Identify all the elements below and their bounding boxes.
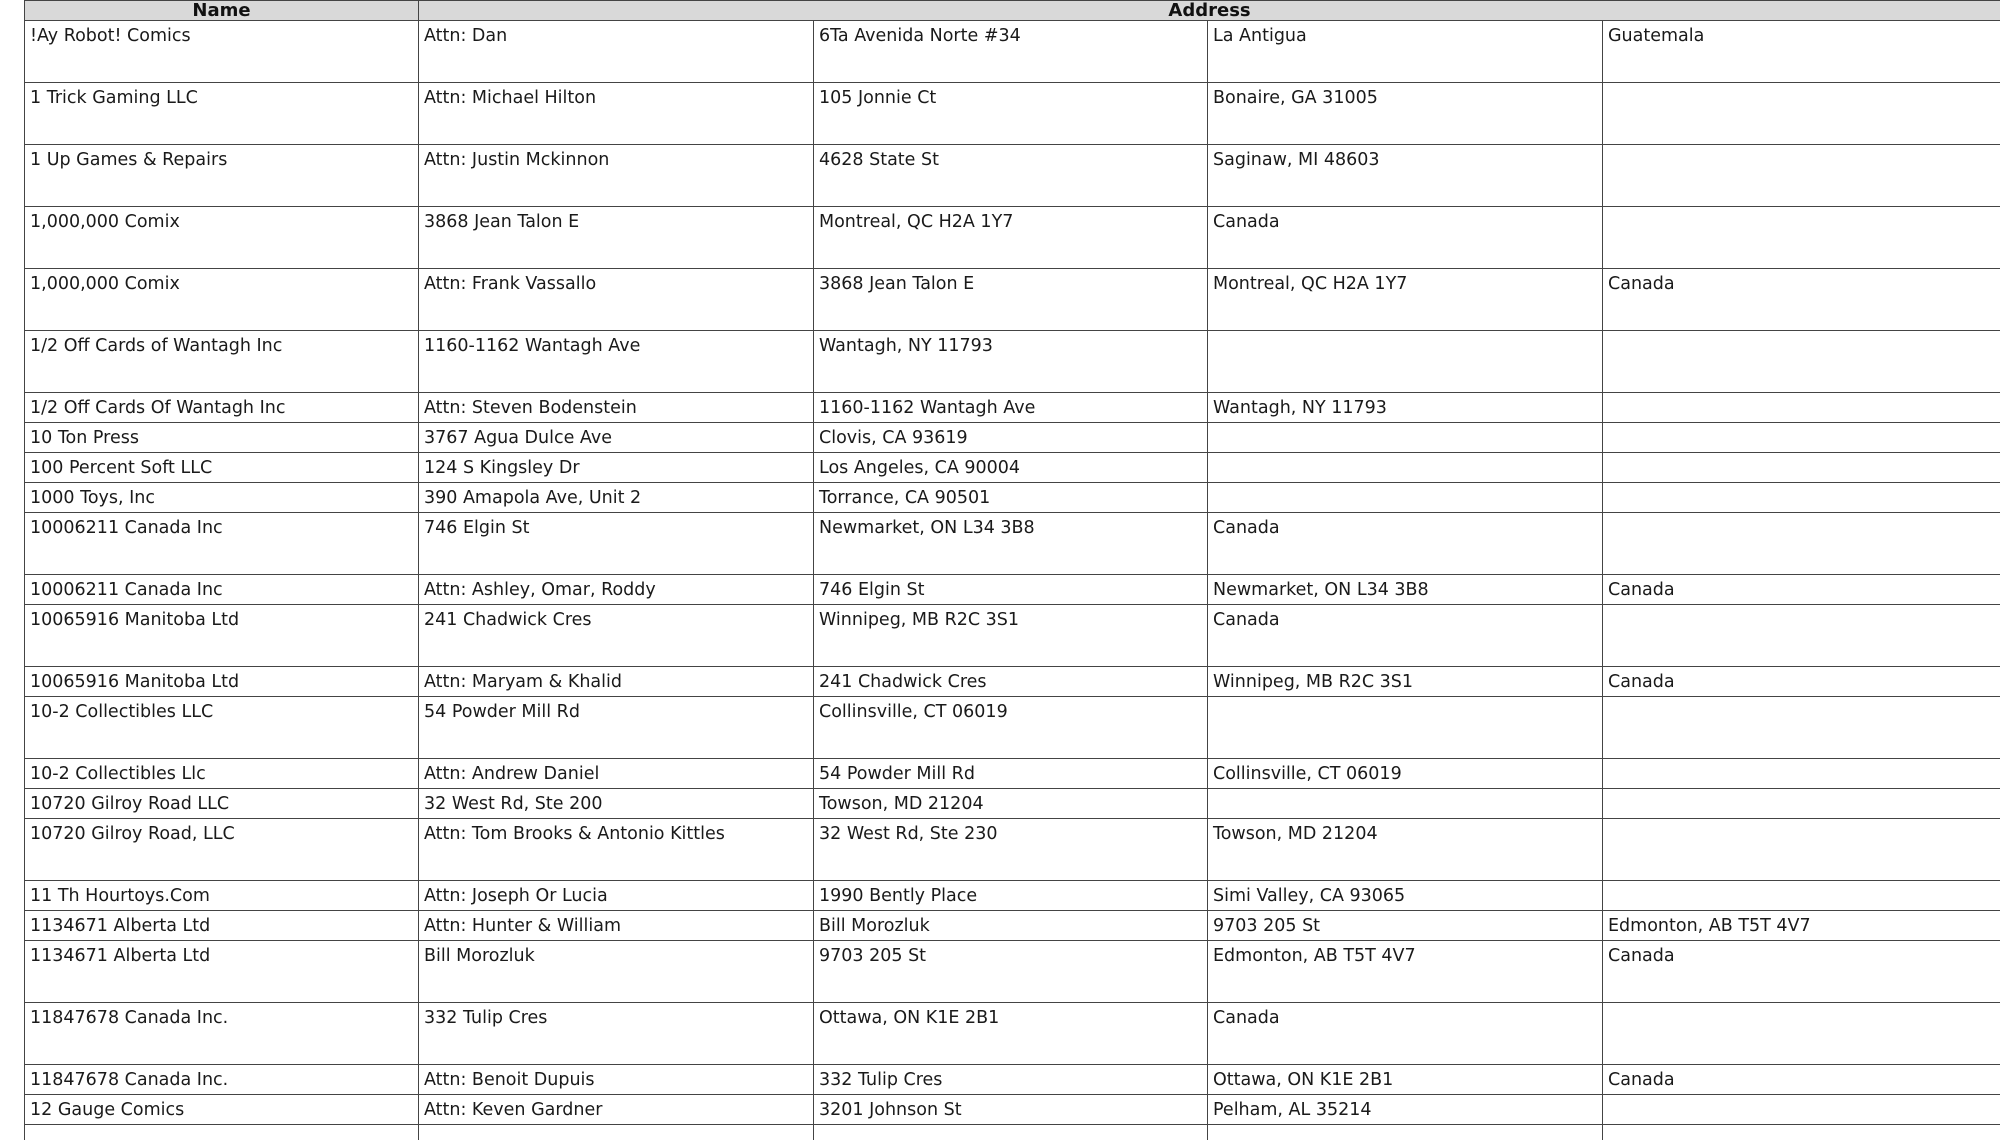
address-cell: Wantagh, NY 11793 [814,331,1208,393]
name-cell: 10720 Gilroy Road, LLC [25,819,419,881]
header-row [25,1,2000,21]
address-cell [1603,1095,2000,1125]
address-cell: Attn: Ashley, Omar, Roddy [419,575,814,605]
address-cell: Attn: Justin Mckinnon [419,145,814,207]
table-row [25,1125,2000,1140]
address-cell: Bill Morozluk [814,911,1208,941]
table-row [25,605,2000,667]
address-column-header: Address [419,1,2000,21]
table-row [25,911,2000,941]
table-row [25,697,2000,759]
address-cell: 4628 State St [814,145,1208,207]
table-row [25,145,2000,207]
name-cell: 1134671 Alberta Ltd [25,941,419,1003]
table-row [25,667,2000,697]
address-cell: 3868 Jean Talon E [419,207,814,269]
table-row [25,393,2000,423]
address-cell [1603,393,2000,423]
address-cell: Canada [1208,207,1603,269]
name-cell: 1,000,000 Comix [25,269,419,331]
address-cell [1603,1003,2000,1065]
address-cell: Canada [1603,1065,2000,1095]
address-cell: Attn: Keven Gardner [419,1095,814,1125]
address-cell [1208,789,1603,819]
address-cell: Attn: Andrew Daniel [419,759,814,789]
name-cell: 1 Trick Gaming LLC [25,83,419,145]
address-cell: 1160-1162 Wantagh Ave [814,393,1208,423]
address-cell: 124 S Kingsley Dr [419,453,814,483]
address-cell [1208,483,1603,513]
table-row [25,575,2000,605]
table-row [25,759,2000,789]
address-cell: Los Angeles, CA 90004 [814,453,1208,483]
address-cell: Saginaw, MI 48603 [1208,145,1603,207]
address-cell: Attn: Benoit Dupuis [419,1065,814,1095]
table-row [25,819,2000,881]
address-cell: Attn: Michael Hilton [419,83,814,145]
address-cell: 746 Elgin St [419,513,814,575]
address-cell: Attn: Dan [419,21,814,83]
table-row [25,483,2000,513]
table-row [25,269,2000,331]
address-cell: Clovis, CA 93619 [814,423,1208,453]
address-cell: Attn: Joseph Or Lucia [419,881,814,911]
address-cell [1603,331,2000,393]
address-cell: Winnipeg, MB R2C 3S1 [814,605,1208,667]
name-cell: 10006211 Canada Inc [25,575,419,605]
address-cell: 32 West Rd, Ste 200 [419,789,814,819]
address-cell: 9703 205 St [1208,911,1603,941]
name-cell: 1 Up Games & Repairs [25,145,419,207]
name-cell: 1/2 Off Cards of Wantagh Inc [25,331,419,393]
address-cell [1603,83,2000,145]
address-cell [1603,423,2000,453]
address-cell: Guatemala [1603,21,2000,83]
address-cell: 105 Jonnie Ct [814,83,1208,145]
address-cell: 54 Powder Mill Rd [419,697,814,759]
address-cell: 1160-1162 Wantagh Ave [419,331,814,393]
address-cell: Canada [1208,605,1603,667]
address-cell: Attn: Maryam & Khalid [419,667,814,697]
address-cell: Canada [1603,269,2000,331]
address-cell [1208,697,1603,759]
table-row [25,453,2000,483]
table-row [25,21,2000,83]
table-row [25,881,2000,911]
address-cell: Newmarket, ON L34 3B8 [1208,575,1603,605]
address-cell [1603,789,2000,819]
address-cell: Attn: Steven Bodenstein [419,393,814,423]
name-cell: 1/2 Off Cards Of Wantagh Inc [25,393,419,423]
table-row [25,207,2000,269]
address-cell [1603,819,2000,881]
name-cell: 10-2 Collectibles LLC [25,697,419,759]
address-cell: Bonaire, GA 31005 [1208,83,1603,145]
name-cell: 1,000,000 Comix [25,207,419,269]
address-cell [1208,331,1603,393]
address-cell: Montreal, QC H2A 1Y7 [814,207,1208,269]
table-row [25,331,2000,393]
address-cell: Montreal, QC H2A 1Y7 [1208,269,1603,331]
address-cell [1603,697,2000,759]
address-cell [419,1125,814,1140]
address-cell [1603,759,2000,789]
address-cell: La Antigua [1208,21,1603,83]
name-cell: 11847678 Canada Inc. [25,1065,419,1095]
address-cell [1208,1125,1603,1140]
table-row [25,423,2000,453]
address-cell: Collinsville, CT 06019 [814,697,1208,759]
address-cell: Pelham, AL 35214 [1208,1095,1603,1125]
address-cell: 390 Amapola Ave, Unit 2 [419,483,814,513]
address-cell [1603,605,2000,667]
name-cell: 11 Th Hourtoys.Com [25,881,419,911]
address-cell [1208,423,1603,453]
address-cell: Towson, MD 21204 [1208,819,1603,881]
address-cell: 3201 Johnson St [814,1095,1208,1125]
table-row [25,941,2000,1003]
address-cell: Collinsville, CT 06019 [1208,759,1603,789]
address-cell: 746 Elgin St [814,575,1208,605]
address-cell: 6Ta Avenida Norte #34 [814,21,1208,83]
address-cell: 1990 Bently Place [814,881,1208,911]
address-cell: 332 Tulip Cres [814,1065,1208,1095]
address-cell: Ottawa, ON K1E 2B1 [1208,1065,1603,1095]
address-cell: 54 Powder Mill Rd [814,759,1208,789]
address-cell: Edmonton, AB T5T 4V7 [1603,911,2000,941]
address-cell [1208,453,1603,483]
address-cell: Canada [1603,575,2000,605]
address-table [24,0,2000,1140]
name-cell: 1000 Toys, Inc [25,483,419,513]
table-row [25,83,2000,145]
address-cell: Bill Morozluk [419,941,814,1003]
name-cell: 1134671 Alberta Ltd [25,911,419,941]
address-cell: 332 Tulip Cres [419,1003,814,1065]
address-cell: Wantagh, NY 11793 [1208,393,1603,423]
address-cell: Simi Valley, CA 93065 [1208,881,1603,911]
address-cell [1603,881,2000,911]
address-cell: 3767 Agua Dulce Ave [419,423,814,453]
name-cell: 12 Gauge Comics [25,1095,419,1125]
name-cell: 10065916 Manitoba Ltd [25,667,419,697]
address-cell: Canada [1208,1003,1603,1065]
address-cell: Towson, MD 21204 [814,789,1208,819]
table-row [25,1065,2000,1095]
address-cell: 3868 Jean Talon E [814,269,1208,331]
name-cell: 10 Ton Press [25,423,419,453]
address-cell: 32 West Rd, Ste 230 [814,819,1208,881]
address-cell: Ottawa, ON K1E 2B1 [814,1003,1208,1065]
address-cell: Attn: Hunter & William [419,911,814,941]
name-column-header: Name [25,1,419,21]
table-row [25,1095,2000,1125]
address-cell [1603,513,2000,575]
address-cell [1603,483,2000,513]
address-cell: Winnipeg, MB R2C 3S1 [1208,667,1603,697]
name-cell: 10065916 Manitoba Ltd [25,605,419,667]
name-cell: 100 Percent Soft LLC [25,453,419,483]
address-cell [1603,207,2000,269]
address-cell [1603,1125,2000,1140]
table-body [25,21,2000,1140]
name-cell [25,1125,419,1140]
table-row [25,1003,2000,1065]
address-cell: Newmarket, ON L34 3B8 [814,513,1208,575]
address-cell: Edmonton, AB T5T 4V7 [1208,941,1603,1003]
name-cell: 10-2 Collectibles Llc [25,759,419,789]
table-row [25,513,2000,575]
name-cell: 10720 Gilroy Road LLC [25,789,419,819]
address-cell [814,1125,1208,1140]
name-cell: 11847678 Canada Inc. [25,1003,419,1065]
name-cell: 10006211 Canada Inc [25,513,419,575]
address-cell: 241 Chadwick Cres [814,667,1208,697]
address-sheet [24,0,2000,1140]
address-cell: 9703 205 St [814,941,1208,1003]
table-row [25,789,2000,819]
address-cell: Attn: Tom Brooks & Antonio Kittles [419,819,814,881]
address-cell: Attn: Frank Vassallo [419,269,814,331]
address-cell: Canada [1603,941,2000,1003]
address-cell: Canada [1603,667,2000,697]
address-cell: 241 Chadwick Cres [419,605,814,667]
address-cell: Canada [1208,513,1603,575]
address-cell [1603,145,2000,207]
address-cell: Torrance, CA 90501 [814,483,1208,513]
name-cell: !Ay Robot! Comics [25,21,419,83]
address-cell [1603,453,2000,483]
